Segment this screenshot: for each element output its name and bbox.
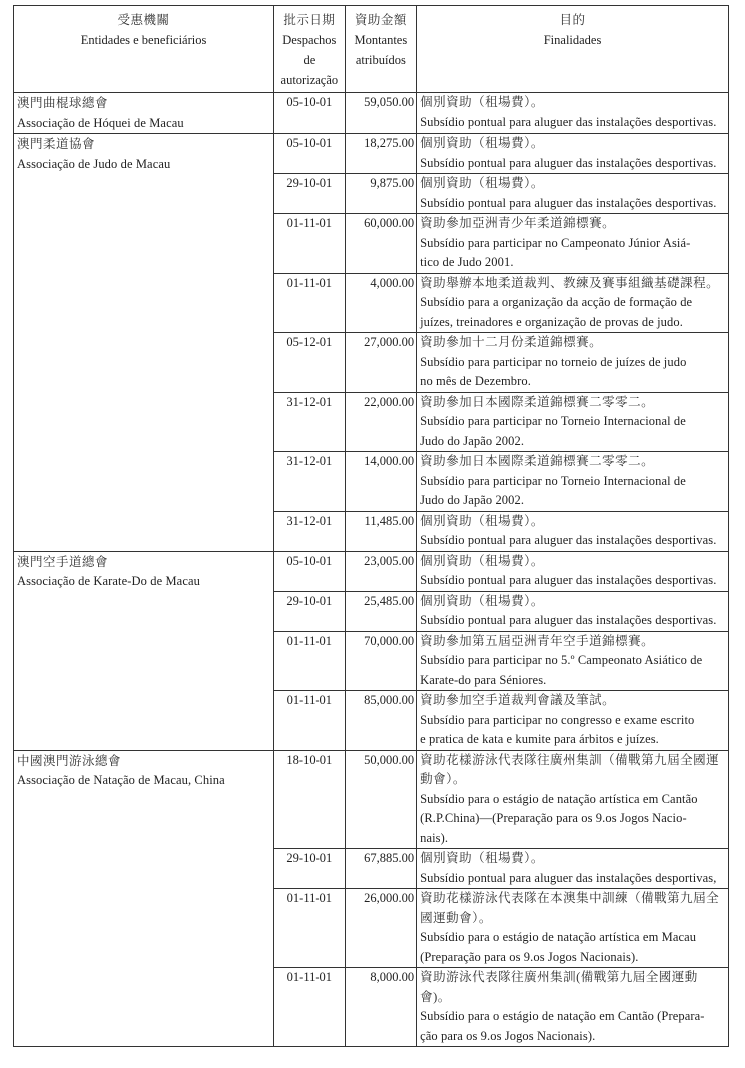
grant-purpose xyxy=(417,511,729,551)
grant-amount: 22,000.00 xyxy=(345,392,417,452)
purpose-line: Judo do Japão 2002. xyxy=(420,433,525,448)
grant-date: 01-11-01 xyxy=(274,889,346,968)
grant-purpose xyxy=(417,889,729,968)
grant-amount: 60,000.00 xyxy=(345,214,417,274)
grant-date: 31-12-01 xyxy=(274,511,346,551)
grant-amount: 25,485.00 xyxy=(345,591,417,631)
entity-name-pt: Associação de Karate-Do de Macau xyxy=(17,574,200,588)
purpose-line: Subsídio para o estágio de natação artística em Macau xyxy=(420,930,697,944)
grant-purpose xyxy=(417,174,729,214)
purpose-line: (Preparação para os 9.os Jogos Nacionais). xyxy=(420,949,639,964)
grant-amount: 4,000.00 xyxy=(345,273,417,333)
purpose-line: Subsídio pontual para aluguer das instalações desportivas. xyxy=(420,573,717,587)
grant-date: 31-12-01 xyxy=(274,392,346,452)
header-purpose xyxy=(417,6,729,93)
purpose-line: 資助參加第五屆亞洲青年空手道錦標賽。 xyxy=(420,633,655,648)
grant-amount: 50,000.00 xyxy=(345,750,417,849)
purpose-line: 資助參加空手道裁判會議及筆試。 xyxy=(420,693,616,707)
grant-purpose xyxy=(417,392,729,452)
grant-date: 01-11-01 xyxy=(274,273,346,333)
grant-purpose xyxy=(417,333,729,393)
purpose-line: Subsídio para participar no Torneio Internacional de xyxy=(420,414,686,428)
grant-date: 05-10-01 xyxy=(274,134,346,174)
purpose-line: tico de Judo 2001. xyxy=(420,255,514,269)
grant-amount: 59,050.00 xyxy=(345,93,417,134)
grant-purpose xyxy=(417,214,729,274)
grant-purpose xyxy=(417,93,729,134)
grant-amount: 67,885.00 xyxy=(345,849,417,889)
table-header xyxy=(14,6,729,93)
purpose-line: ção para os 9.os Jogos Nacionais). xyxy=(420,1028,596,1043)
grant-amount: 26,000.00 xyxy=(345,889,417,968)
grant-purpose xyxy=(417,849,729,889)
header-date-pt1: Despachos de xyxy=(282,33,337,67)
header-purpose-pt: Finalidades xyxy=(543,33,602,47)
entity-name-cn: 澳門柔道協會 xyxy=(17,137,96,151)
header-date-pt2: autorização xyxy=(280,73,339,87)
table-row xyxy=(14,134,729,174)
purpose-line: juízes, treinadores e organização de provas de judo. xyxy=(420,314,683,329)
grant-date: 01-11-01 xyxy=(274,214,346,274)
purpose-line: Subsídio pontual para aluguer das instalações desportivas, xyxy=(420,870,717,885)
purpose-line: 資助參加日本國際柔道錦標賽二零零二。 xyxy=(420,454,655,468)
header-entities xyxy=(14,6,274,93)
purpose-line: Subsídio pontual para aluguer das instalações desportivas. xyxy=(420,195,717,210)
grant-date: 01-11-01 xyxy=(274,691,346,751)
grant-amount: 14,000.00 xyxy=(345,452,417,512)
grant-amount: 11,485.00 xyxy=(345,511,417,551)
entity-cell xyxy=(14,750,274,1047)
purpose-line: 個別資助（租場費）。 xyxy=(420,95,544,109)
purpose-line: 個別資助（租場費）。 xyxy=(420,593,544,608)
purpose-line: 資助游泳代表隊往廣州集訓(備戰第九屆全國運動會)。 xyxy=(420,970,698,1004)
purpose-line: Subsídio pontual para aluguer das instalações desportivas. xyxy=(420,155,717,170)
entity-name-cn: 澳門曲棍球總會 xyxy=(17,96,109,110)
purpose-line: 資助花樣游泳代表隊在本澳集中訓練（備戰第九屆全 xyxy=(420,891,720,905)
purpose-line: Subsídio pontual para aluguer das instalações desportivas. xyxy=(420,613,717,627)
grant-date: 01-11-01 xyxy=(274,631,346,691)
purpose-line: 個別資助（租場費）。 xyxy=(420,176,544,190)
grant-amount: 70,000.00 xyxy=(345,631,417,691)
grant-date: 05-10-01 xyxy=(274,551,346,591)
purpose-line: 個別資助（租場費）。 xyxy=(420,513,544,528)
grant-purpose xyxy=(417,591,729,631)
purpose-line: 動會）。 xyxy=(420,772,466,786)
grant-date: 29-10-01 xyxy=(274,174,346,214)
grant-date: 29-10-01 xyxy=(274,849,346,889)
grant-amount: 23,005.00 xyxy=(345,551,417,591)
purpose-line: Subsídio para participar no congresso e exame escrito xyxy=(420,712,695,727)
grant-purpose xyxy=(417,551,729,591)
purpose-line: no mês de Dezembro. xyxy=(420,374,531,388)
grant-date: 01-11-01 xyxy=(274,968,346,1047)
purpose-line: Subsídio pontual para aluguer das instalações desportivas. xyxy=(420,533,717,547)
grant-date: 05-10-01 xyxy=(274,93,346,134)
purpose-line: Subsídio para o estágio de natação em Cantão (Prepara- xyxy=(420,1009,705,1023)
purpose-line: 資助舉辦本地柔道裁判、教練及賽事組織基礎課程。 xyxy=(420,275,720,290)
grant-purpose xyxy=(417,691,729,751)
purpose-line: 資助參加亞洲青少年柔道錦標賽。 xyxy=(420,216,616,230)
grant-date: 18-10-01 xyxy=(274,750,346,849)
purpose-line: nais). xyxy=(420,830,449,845)
table-row xyxy=(14,551,729,591)
purpose-line: 資助參加日本國際柔道錦標賽二零零二。 xyxy=(420,394,655,409)
purpose-line: Subsídio para participar no 5.º Campeonato Asiático de xyxy=(420,653,703,667)
grant-date: 05-12-01 xyxy=(274,333,346,393)
entity-name-cn: 中國澳門游泳總會 xyxy=(17,753,122,768)
purpose-line: Judo do Japão 2002. xyxy=(420,493,525,507)
grant-date: 29-10-01 xyxy=(274,591,346,631)
grant-amount: 8,000.00 xyxy=(345,968,417,1047)
grant-purpose xyxy=(417,452,729,512)
table-body xyxy=(14,93,729,1047)
grant-purpose xyxy=(417,631,729,691)
grant-amount: 85,000.00 xyxy=(345,691,417,751)
entity-name-pt: Associação de Judo de Macau xyxy=(17,156,171,171)
purpose-line: Subsídio para participar no Torneio Internacional de xyxy=(420,473,686,488)
purpose-line: e pratica de kata e kumite para árbitos e juízes. xyxy=(420,732,659,746)
entity-cell xyxy=(14,134,274,552)
header-purpose-cn: 目的 xyxy=(559,13,586,27)
grant-amount: 18,275.00 xyxy=(345,134,417,174)
header-date xyxy=(274,6,346,93)
purpose-line: 國運動會）。 xyxy=(420,910,492,925)
purpose-line: 個別資助（租場費）。 xyxy=(420,851,544,865)
purpose-line: Subsídio para participar no Campeonato Júnior Asiá- xyxy=(420,235,691,250)
entity-cell xyxy=(14,551,274,750)
entity-name-pt: Associação de Natação de Macau, China xyxy=(17,773,225,787)
grant-amount: 9,875.00 xyxy=(345,174,417,214)
grant-purpose xyxy=(417,134,729,174)
grant-purpose xyxy=(417,273,729,333)
purpose-line: Karate-do para Séniores. xyxy=(420,672,547,687)
purpose-line: 資助參加十二月份柔道錦標賽。 xyxy=(420,335,603,349)
grants-table xyxy=(13,5,729,1047)
entity-name-pt: Associação de Hóquei de Macau xyxy=(17,115,184,130)
grant-amount: 27,000.00 xyxy=(345,333,417,393)
purpose-line: Subsídio para a organização da acção de formação de xyxy=(420,295,693,309)
purpose-line: Subsídio pontual para aluguer das instalações desportivas. xyxy=(420,114,717,129)
header-amount xyxy=(345,6,417,93)
header-amount-pt1: Montantes xyxy=(354,33,408,47)
purpose-line: Subsídio para o estágio de natação artística em Cantão xyxy=(420,791,698,806)
entity-name-cn: 澳門空手道總會 xyxy=(17,554,109,569)
table-row xyxy=(14,750,729,849)
purpose-line: 個別資助（租場費）。 xyxy=(420,136,544,150)
purpose-line: 個別資助（租場費）。 xyxy=(420,553,544,568)
purpose-line: (R.P.China)—(Preparação para os 9.os Jogos Nacio- xyxy=(420,811,687,825)
header-entities-cn: 受惠機關 xyxy=(117,13,170,27)
purpose-line: 資助花樣游泳代表隊往廣州集訓（備戰第九屆全國運 xyxy=(420,752,720,767)
grant-date: 31-12-01 xyxy=(274,452,346,512)
entity-cell xyxy=(14,93,274,134)
header-date-cn: 批示日期 xyxy=(283,13,336,27)
table-row xyxy=(14,93,729,134)
grant-purpose xyxy=(417,750,729,849)
grant-purpose xyxy=(417,968,729,1047)
header-entities-pt: Entidades e beneficiários xyxy=(80,33,207,47)
header-amount-pt2: atribuídos xyxy=(355,53,406,67)
header-amount-cn: 資助金額 xyxy=(354,13,407,27)
purpose-line: Subsídio para participar no torneio de juízes de judo xyxy=(420,354,687,369)
